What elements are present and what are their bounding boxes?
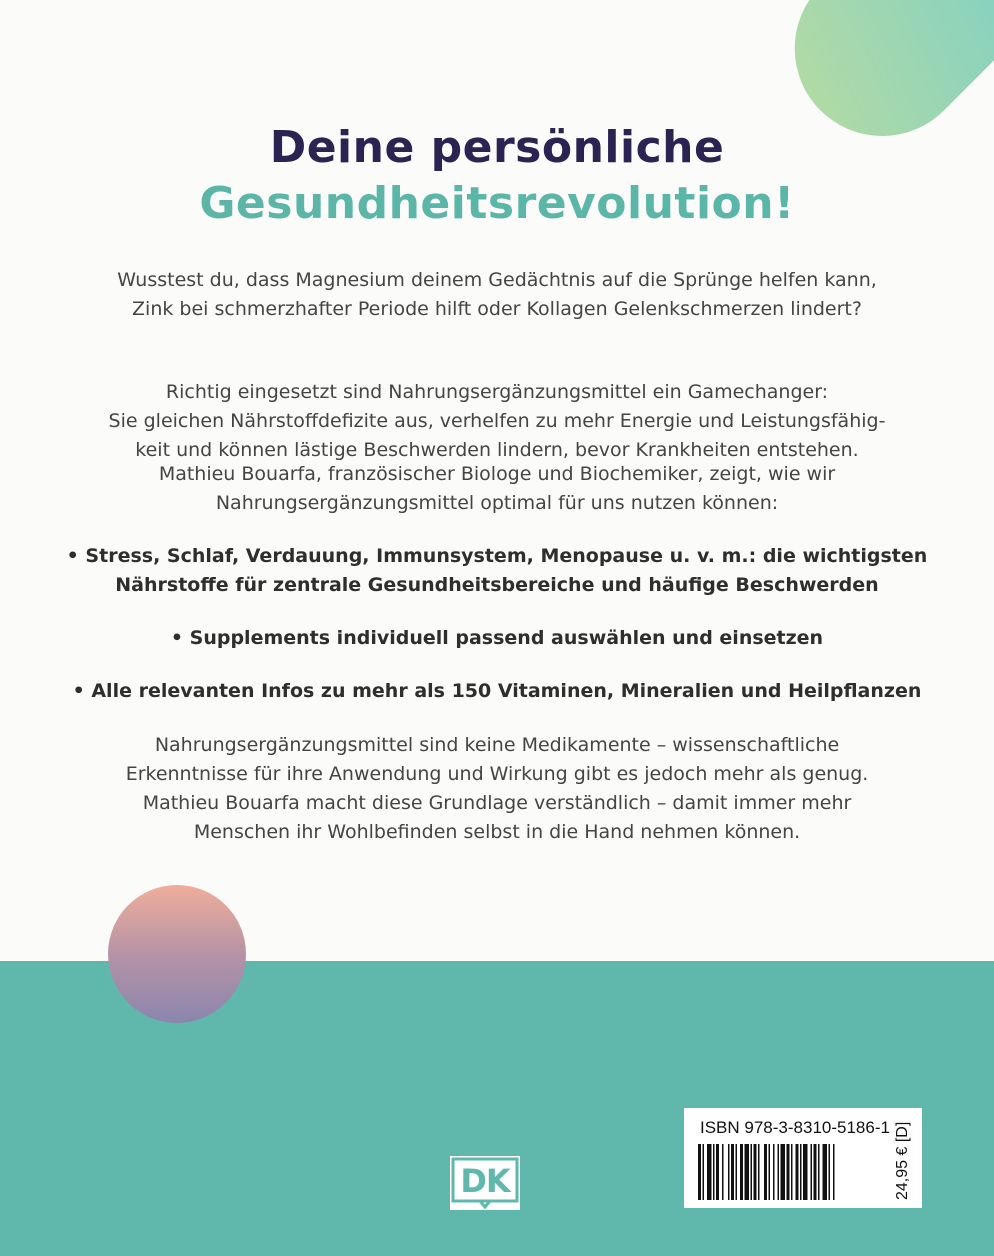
text-line: • Stress, Schlaf, Verdauung, Immunsystem, Menopause u. v. m.: die wichtigsten	[66, 545, 928, 567]
barcode-bar	[803, 1144, 808, 1200]
barcode-bar	[728, 1144, 730, 1200]
text-line: Wusstest du, dass Magnesium deinem Gedächtnis auf die Sprünge helfen kann,	[117, 269, 877, 291]
barcode-bar	[731, 1144, 734, 1200]
text-line: • Alle relevanten Infos zu mehr als 150 Vitaminen, Mineralien und Heilpflanzen	[72, 680, 922, 702]
barcode-bar	[823, 1144, 828, 1200]
barcode-bar	[769, 1144, 771, 1200]
barcode-bar	[713, 1144, 715, 1200]
dk-logo-icon	[450, 1156, 520, 1210]
text-line: • Supplements individuell passend auswählen und einsetzen	[170, 627, 824, 649]
paragraph-author	[60, 460, 934, 518]
intro-paragraph	[60, 266, 934, 324]
text-line: Nährstoffe für zentrale Gesundheitsbereiche und häufige Beschwerden	[115, 574, 879, 596]
barcode-bar	[814, 1144, 817, 1200]
paragraph-gamechanger	[60, 378, 934, 465]
barcode-bar	[745, 1144, 750, 1200]
barcode-bar	[811, 1144, 813, 1200]
text-line: Erkenntnisse für ihre Anwendung und Wirkung gibt es jedoch mehr als genug.	[125, 763, 869, 785]
text-line: Richtig eingesetzt sind Nahrungsergänzungsmittel ein Gamechanger:	[165, 381, 829, 403]
barcode-bar	[716, 1144, 719, 1200]
barcode-bar	[829, 1144, 831, 1200]
text-line: Nahrungsergänzungsmittel optimal für uns nutzen können:	[215, 492, 779, 514]
barcode-bar	[703, 1144, 705, 1200]
barcode-icon	[698, 1144, 884, 1200]
text-line: Zink bei schmerzhafter Periode hilft oder Kollagen Gelenkschmerzen lindert?	[132, 298, 862, 320]
barcode-bar	[818, 1144, 820, 1200]
price-text: 24,95 € [D]	[894, 1121, 911, 1200]
headline-line-2: Gesundheitsrevolution!	[199, 178, 795, 229]
barcode-bar	[751, 1144, 753, 1200]
barcode-bar	[796, 1144, 799, 1200]
text-line: Mathieu Bouarfa, französischer Biologe und Biochemiker, zeigt, wie wir	[158, 463, 836, 485]
barcode-bar	[800, 1144, 802, 1200]
text-line: keit und können lästige Beschwerden lindern, bevor Krankheiten entstehen.	[135, 439, 859, 461]
publisher-logo-text: DK	[460, 1162, 510, 1200]
barcode-bar	[758, 1144, 760, 1200]
barcode-bar	[722, 1144, 724, 1200]
text-line: Nahrungsergänzungsmittel sind keine Medikamente – wissenschaftliche	[154, 734, 840, 756]
barcode-bar	[754, 1144, 757, 1200]
barcode-box	[684, 1108, 922, 1208]
text-line: Menschen ihr Wohlbefinden selbst in die Hand nehmen können.	[193, 821, 801, 843]
barcode-bar	[773, 1144, 775, 1200]
headline-line-1: Deine persönliche	[269, 122, 725, 173]
barcode-bar	[791, 1144, 793, 1200]
barcode-bar	[778, 1144, 780, 1200]
barcode-bar	[781, 1144, 786, 1200]
bullet-item-2	[60, 624, 934, 653]
barcode-bar	[698, 1144, 701, 1200]
isbn-text: ISBN 978-3-8310-5186-1	[700, 1118, 890, 1137]
bullet-item-3	[60, 677, 934, 706]
text-line: Sie gleichen Nährstoffdefizite aus, verhelfen zu mehr Energie und Leistungsfähig-	[108, 410, 886, 432]
closing-paragraph	[60, 731, 934, 847]
text-line: Mathieu Bouarfa macht diese Grundlage verständlich – damit immer mehr	[142, 792, 852, 814]
barcode-bar	[740, 1144, 743, 1200]
barcode-bar	[736, 1144, 738, 1200]
barcode-bar	[833, 1144, 835, 1200]
bullet-item-1	[60, 542, 934, 600]
barcode-bar	[764, 1144, 767, 1200]
barcode-bar	[707, 1144, 712, 1200]
barcode-bar	[787, 1144, 790, 1200]
gradient-circle-shape	[108, 885, 246, 1023]
